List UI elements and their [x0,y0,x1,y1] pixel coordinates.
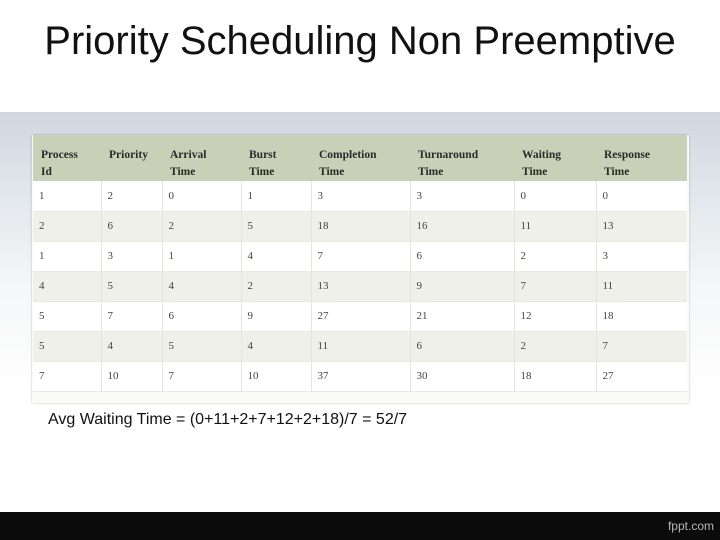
table-cell: 0 [162,181,241,211]
table-cell: 5 [39,310,45,322]
table-cell: 10 [101,361,162,391]
table-cell: 18 [311,211,410,241]
table-cell: 27 [596,361,687,391]
table-cell: 1 [241,181,311,211]
table-cell: 13 [596,211,687,241]
table-cell: 5 [162,331,241,361]
table-cell: 4 [162,271,241,301]
table-cell: 11 [311,331,410,361]
table-cell: 10 [241,361,311,391]
header-completion-time: Completion Time [319,149,377,178]
table-cell: 7 [39,370,45,382]
table-cell: 11 [596,271,687,301]
table-cell: 13 [311,271,410,301]
table-cell: 4 [39,280,45,292]
header-arrival-time: Arrival Time [170,149,207,178]
table-cell: 4 [241,331,311,361]
table-cell: 5 [39,340,45,352]
table-cell: 7 [596,331,687,361]
table-cell: 2 [39,220,45,232]
table-cell: 6 [162,301,241,331]
table-cell: 6 [410,331,514,361]
header-priority: Priority [109,149,148,161]
table-cell: 9 [241,301,311,331]
table-cell: 2 [514,241,596,271]
table-cell: 3 [410,181,514,211]
header-turnaround-time: Turnaround Time [418,149,479,178]
table-cell: 11 [514,211,596,241]
table-cell: 7 [514,271,596,301]
table-cell: 18 [596,301,687,331]
table-cell: 5 [241,211,311,241]
header-process-id: Process Id [41,149,78,178]
table-cell: 3 [596,241,687,271]
table-row [33,181,687,211]
table-cell: 3 [101,241,162,271]
table-row [33,361,687,391]
table-cell: 1 [162,241,241,271]
table-cell: 5 [101,271,162,301]
table-cell: 30 [410,361,514,391]
header-response-time: Response Time [604,149,651,178]
table-cell: 3 [311,181,410,211]
table-cell: 7 [311,241,410,271]
table-cell: 1 [39,250,45,262]
header-burst-time: Burst Time [249,149,277,178]
table-cell: 9 [410,271,514,301]
slide-title: Priority Scheduling Non Preemptive [44,19,676,63]
table-row [33,331,687,361]
table-cell: 27 [311,301,410,331]
table-cell: 0 [596,181,687,211]
table-image-frame [32,135,689,403]
table-row [33,271,687,301]
table-cell: 12 [514,301,596,331]
table-cell: 7 [101,301,162,331]
table-cell: 18 [514,361,596,391]
table-cell: 4 [101,331,162,361]
table-row [33,241,687,271]
table-row [33,211,687,241]
table-cell: 16 [410,211,514,241]
table-cell: 21 [410,301,514,331]
table-cell: 1 [39,189,45,202]
table-cell: 6 [410,241,514,271]
footer-bar [0,512,720,540]
scheduling-table [33,135,687,392]
table-cell: 2 [514,331,596,361]
table-cell: 6 [101,211,162,241]
avg-waiting-time-formula: Avg Waiting Time = (0+11+2+7+12+2+18)/7 = 52/7 [48,411,408,428]
brand-watermark: fppt.com [667,519,714,533]
table-cell: 4 [241,241,311,271]
table-row [33,301,687,331]
table-cell: 2 [241,271,311,301]
table-cell: 37 [311,361,410,391]
table-cell: 2 [101,181,162,211]
table-cell: 7 [162,361,241,391]
table-cell: 0 [514,181,596,211]
header-waiting-time: Waiting Time [522,149,561,178]
table-header-row [33,135,687,181]
table-cell: 2 [162,211,241,241]
